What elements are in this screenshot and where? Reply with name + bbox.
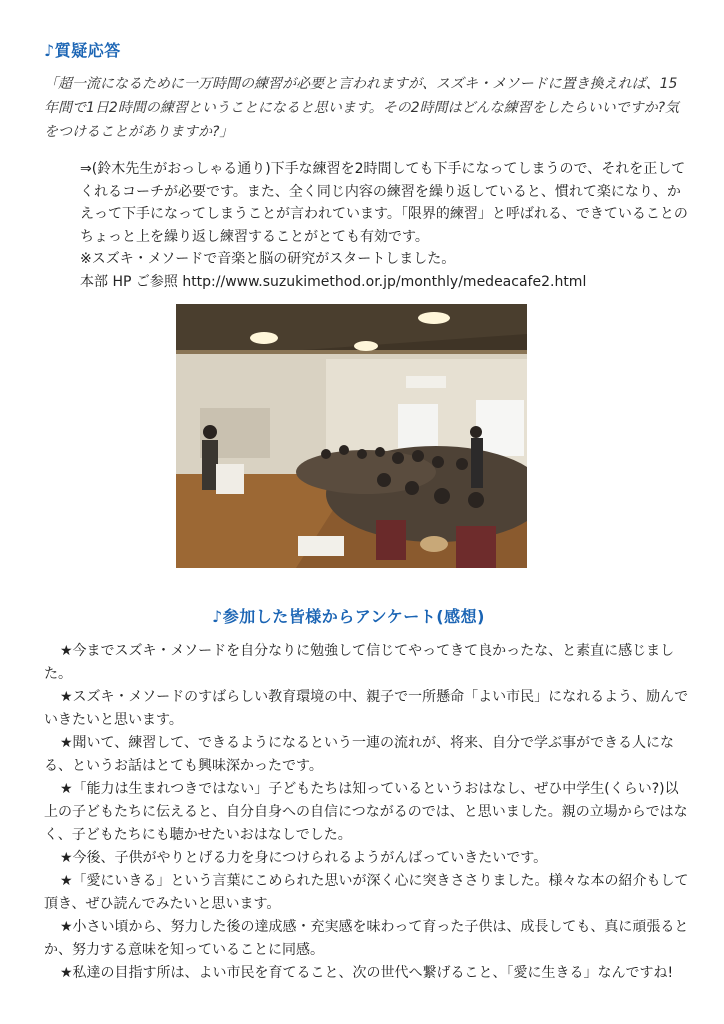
lecture-photo: [176, 304, 527, 568]
survey-item: ★「能力は生まれつきではない」子どもたちは知っているというおはなし、ぜひ中学生(くらい?)以上の子どもたちに伝えると、自分自身への自信につながるのでは、と思いました。親の立場からではなく、子どもたちにも聴かせたいおはなしでした。: [44, 781, 688, 843]
survey-item: ★「愛にいきる」という言葉にこめられた思いが深く心に突きささりました。様々な本の紹介もして頂き、ぜひ読んでみたいと思います。: [44, 873, 689, 912]
answer-block: [80, 158, 690, 293]
question-text: 「超一流になるために一万時間の練習が必要と言われますが、スズキ・メソードに置き換えれば、15年間で1日2時間の練習ということになると思います。その2時間はどんな練習をしたらいいですか?気をつけることがありますか?」: [44, 76, 680, 140]
survey-item: ★小さい頃から、努力した後の達成感・充実感を味わって育った子供は、成長しても、真に頑張るとか、努力する意味を知っていることに同感。: [44, 919, 689, 958]
research-note: ※スズキ・メソードで音楽と脳の研究がスタートしました。: [80, 251, 456, 267]
reference-link[interactable]: 本部 HP ご参照 http://www.suzukimethod.or.jp/monthly/medeacafe2.html: [80, 273, 587, 290]
answer-text: ⇒(鈴木先生がおっしゃる通り)下手な練習を2時間しても下手になってしまうので、それを正してくれるコーチが必要です。また、全く同じ内容の練習を繰り返していると、慣れて楽になり、かえって下手になってしまうことが言われています。「限界的練習」と呼ばれる、できていることのちょっと上を繰り返し練習することがとても有効です。: [80, 161, 688, 245]
survey-item: ★聞いて、練習して、できるようになるという一連の流れが、将来、自分で学ぶ事ができる人になる、というお話はとても興味深かったです。: [44, 735, 674, 774]
survey-item: ★私達の目指す所は、よい市民を育てること、次の世代へ繋げること、「愛に生きる」なんですね!: [60, 965, 674, 981]
survey-heading: ♪参加した皆様からアンケート(感想): [212, 607, 485, 626]
survey-item: ★今までスズキ・メソードを自分なりに勉強して信じてやってきて良かったな、と素直に感じました。: [44, 643, 675, 682]
survey-item: ★今後、子供がやりとげる力を身につけられるようがんばっていきたいです。: [60, 850, 548, 866]
qa-heading: ♪質疑応答: [44, 41, 121, 60]
survey-list: [44, 640, 692, 985]
survey-item: ★スズキ・メソードのすばらしい教育環境の中、親子で一所懸命「よい市民」になれるよう、励んでいきたいと思います。: [44, 689, 689, 728]
